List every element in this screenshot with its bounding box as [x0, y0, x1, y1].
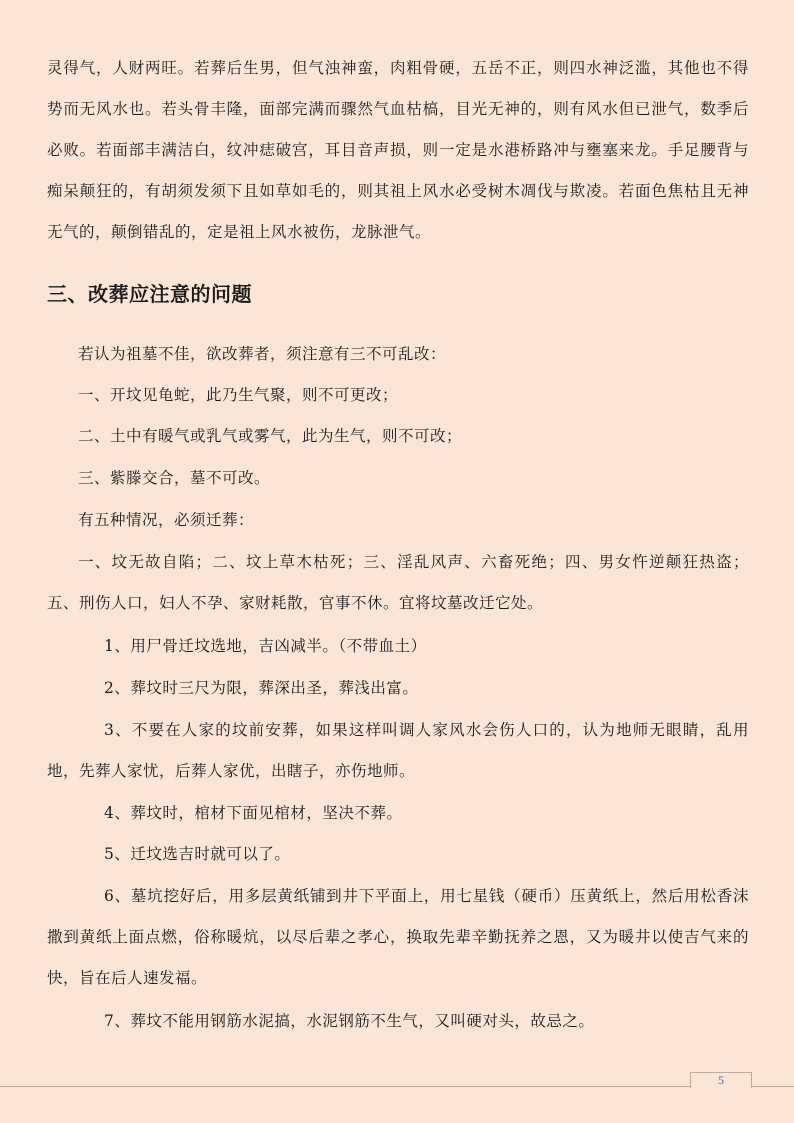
- paragraph-continued: 灵得气，人财两旺。若葬后生男，但气浊神蛮，肉粗骨硬，五岳不正，则四水神泛滥，其他也不得势而无风水也。若头骨丰隆，面部完满而骤然气血枯槁，目光无神的，则有风水但已泄气，数季后必败。若面部丰满洁白，纹冲痣破宫，耳目音声损，则一定是水港桥路冲与壅塞来龙。手足腰背与痴呆颠狂的，有胡须发须下且如草如毛的，则其祖上风水必受树木凋伐与欺凌。若面色焦枯且无神无气的，颠倒错乱的，定是祖上风水被伤，龙脉泄气。: [47, 59, 749, 241]
- list-item-4: 4、葬坟时，棺材下面见棺材，坚决不葬。: [104, 804, 403, 822]
- rule-item-2: 二、土中有暖气或乳气或雾气，此为生气，则不可改；: [78, 427, 463, 445]
- five-cases-paragraph: 一、坟无故自陷；二、坟上草木枯死；三、淫乱风声、六畜死绝；四、男女忤逆颠狂热盗；五、刑伤人口，妇人不孕、家财耗散，官事不休。宜将坟墓改迁它处。: [47, 553, 749, 612]
- list-item-5: 5、迁坟选吉时就可以了。: [104, 845, 291, 863]
- list-item-1: 1、用尸骨迁坟选地，吉凶减半。（不带血土）: [104, 637, 427, 655]
- list-item-2: 2、葬坟时三尺为限，葬深出圣，葬浅出富。: [104, 679, 419, 697]
- rule-item-3: 三、紫滕交合，墓不可改。: [78, 469, 271, 487]
- list-item-3: 3、不要在人家的坟前安葬，如果这样叫调人家风水会伤人口的，认为地师无眼睛，乱用地，先葬人家忧，后葬人家优，出瞎子，亦伤地师。: [47, 721, 749, 780]
- section-heading: 三、改葬应注意的问题: [47, 282, 252, 306]
- list-item-7: 7、葬坟不能用钢筋水泥搞，水泥钢筋不生气，又叫硬对头，故忌之。: [104, 1012, 595, 1030]
- intro-paragraph-1: 若认为祖墓不佳，欲改葬者，须注意有三不可乱改：: [78, 345, 447, 363]
- rule-item-1: 一、开坟见龟蛇，此乃生气聚，则不可更改；: [78, 386, 399, 404]
- footer-divider: [0, 1086, 794, 1087]
- intro-paragraph-2: 有五种情况，必须迁葬：: [78, 511, 255, 529]
- list-item-6: 6、墓坑挖好后，用多层黄纸铺到井下平面上，用七星钱（硬币）压黄纸上，然后用松香沫撒到黄纸上面点燃，俗称暖炕，以尽后辈之孝心，换取先辈辛勤抚养之恩，又为暖井以使吉气来的快，旨在后人速发福。: [47, 887, 749, 987]
- page-number: 5: [690, 1072, 752, 1088]
